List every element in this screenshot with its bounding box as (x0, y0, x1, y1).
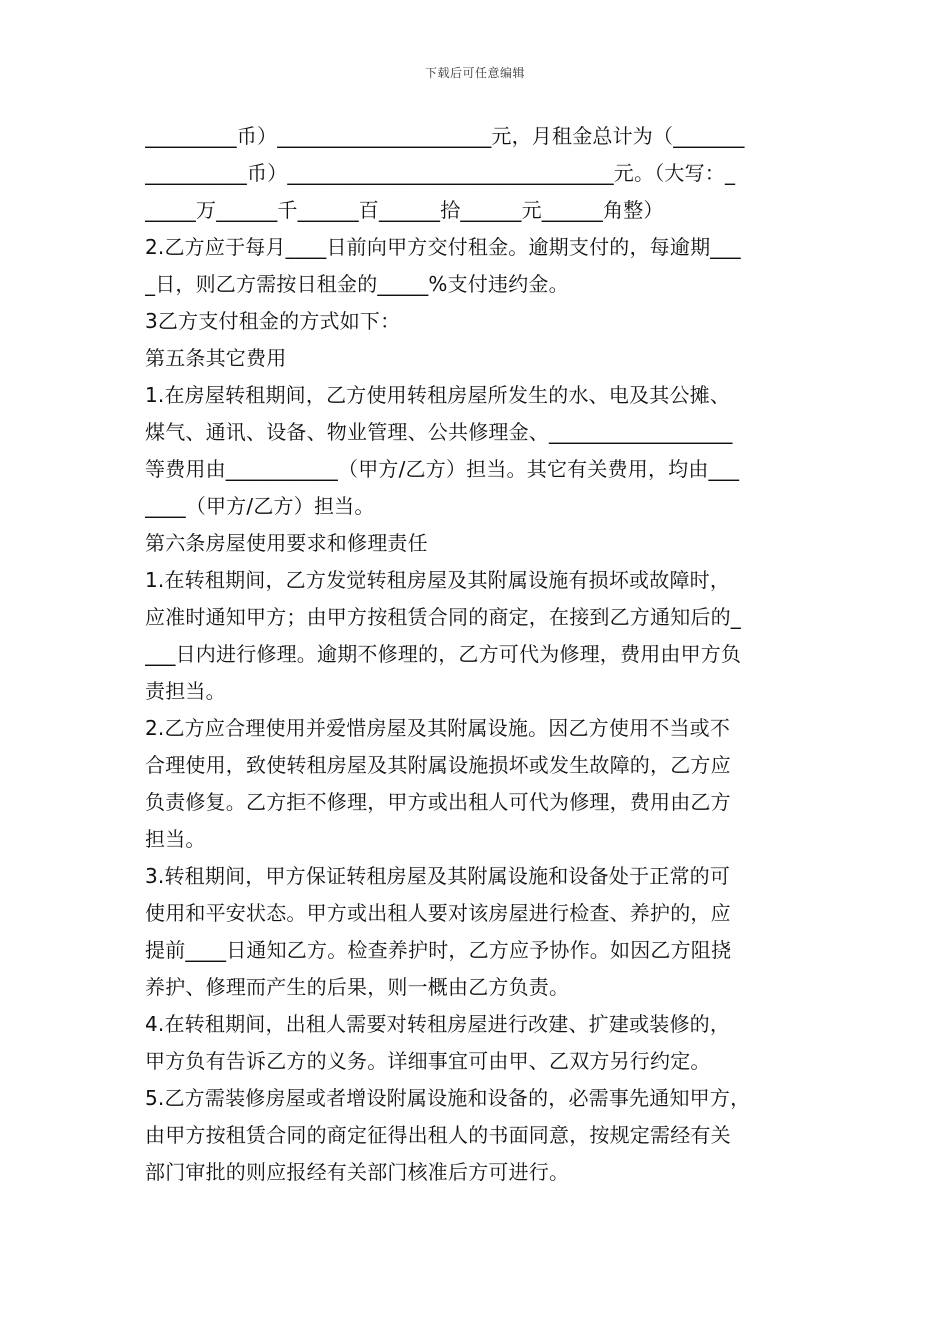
text-line: 使用和平安状态。甲方或出租人要对该房屋进行检查、养护的，应 (145, 901, 731, 925)
text-line: 负责修复。乙方拒不修理，甲方或出租人可代为修理，费用由乙方 (145, 790, 731, 814)
text-line: 甲方负有告诉乙方的义务。详细事宜可由甲、乙双方另行约定。 (145, 1049, 711, 1073)
text-line: 3.转租期间，甲方保证转租房屋及其附属设施和设备处于正常的可 (145, 864, 731, 888)
page-header: 下载后可任意编辑 (424, 66, 525, 80)
text-line: _____万______千______百______拾______元______角整） (145, 198, 664, 222)
text-line: 3乙方支付租金的方式如下： (145, 309, 401, 333)
text-line: ___日内进行修理。逾期不修理的，乙方可代为修理，费用由甲方负 (145, 642, 742, 666)
text-line: _________币）_____________________元，月租金总计为（_______ (145, 124, 745, 148)
text-line: 4.在转租期间，出租人需要对转租房屋进行改建、扩建或装修的， (145, 1012, 731, 1036)
text-line: 煤气、通讯、设备、物业管理、公共修理金、__________________ (145, 420, 733, 444)
text-line: 养护、修理而产生的后果，则一概由乙方负责。 (145, 975, 570, 999)
text-line: 责担当。 (145, 679, 226, 703)
text-line: _日，则乙方需按日租金的_____%支付违约金。 (145, 272, 569, 296)
section-heading: 第五条其它费用 (145, 346, 287, 370)
text-line: ____（甲方/乙方）担当。 (145, 494, 375, 518)
section-heading: 第六条房屋使用要求和修理责任 (145, 531, 428, 555)
text-line: 合理使用，致使转租房屋及其附属设施损坏或发生故障的，乙方应 (145, 753, 731, 777)
text-line: 2.乙方应于每月____日前向甲方交付租金。逾期支付的，每逾期___ (145, 235, 741, 259)
text-line: 由甲方按租赁合同的商定征得出租人的书面同意，按规定需经有关 (145, 1123, 731, 1147)
text-line: 1.在房屋转租期间，乙方使用转租房屋所发生的水、电及其公摊、 (145, 383, 731, 407)
text-line: 提前____日通知乙方。检查养护时，乙方应予协作。如因乙方阻挠 (145, 938, 732, 962)
text-line: 担当。 (145, 827, 206, 851)
text-line: 应准时通知甲方；由甲方按租赁合同的商定，在接到乙方通知后的_ (145, 605, 741, 629)
text-line: 部门审批的则应报经有关部门核准后方可进行。 (145, 1160, 570, 1184)
document-body (145, 118, 815, 1191)
text-line: 1.在转租期间，乙方发觉转租房屋及其附属设施有损坏或故障时， (145, 568, 731, 592)
text-line: 等费用由___________（甲方/乙方）担当。其它有关费用，均由___ (145, 457, 740, 481)
text-line: 5.乙方需装修房屋或者增设附属设施和设备的，必需事先通知甲方， (145, 1086, 751, 1110)
text-line: 2.乙方应合理使用并爱惜房屋及其附属设施。因乙方使用不当或不 (145, 716, 731, 740)
text-line: __________币）________________________________元。（大写：_ (145, 161, 736, 185)
